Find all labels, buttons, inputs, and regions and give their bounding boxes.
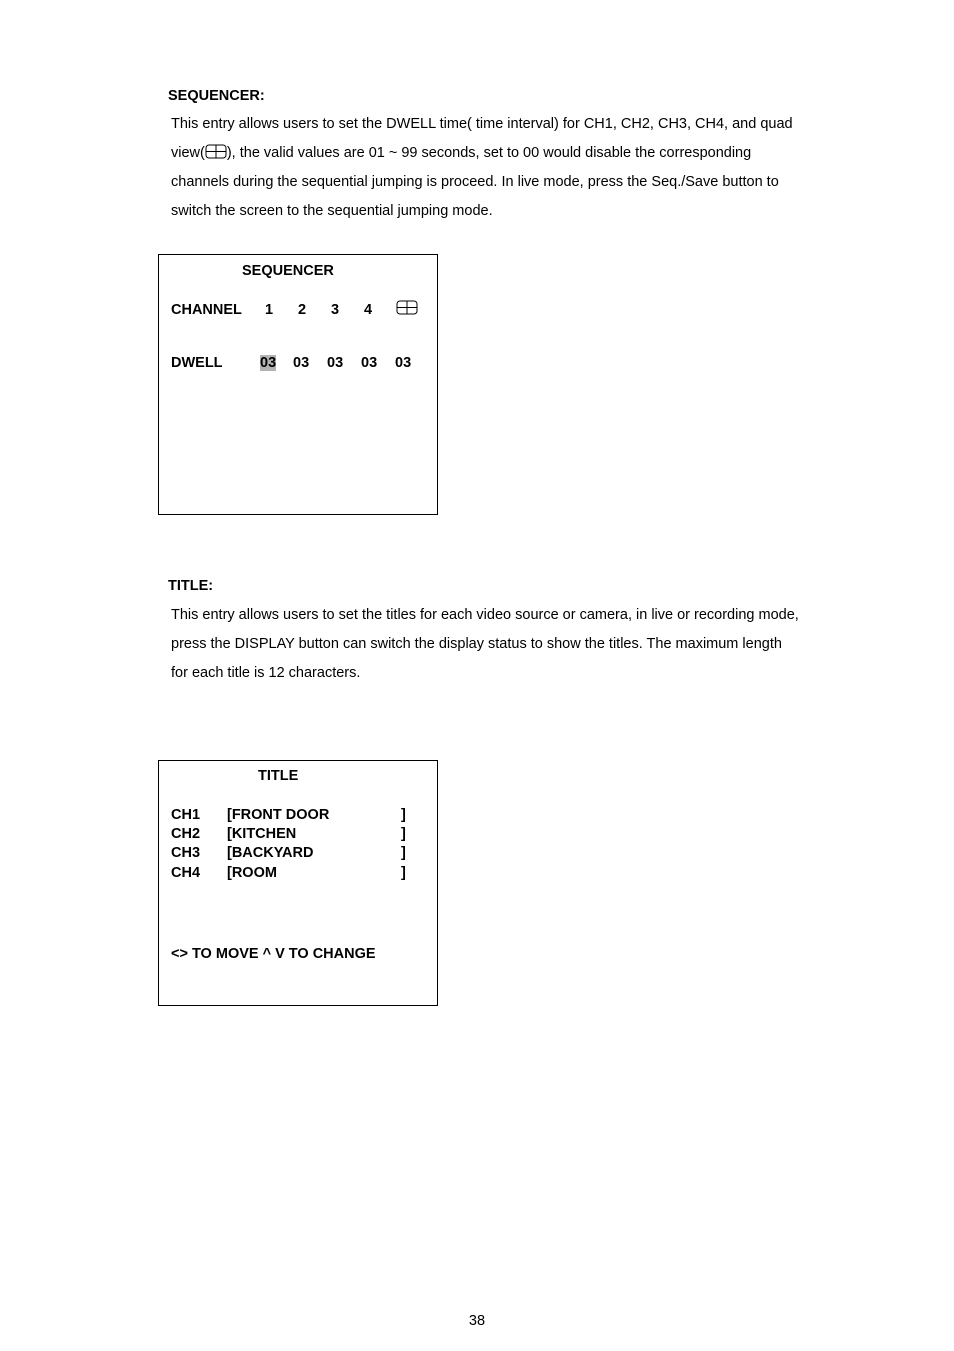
text-line: This entry allows users to set the titles for each video source or camera, in live or recording mode, bbox=[171, 607, 799, 623]
text-fragment: view( bbox=[171, 145, 205, 161]
title-row-name[interactable]: [ROOM bbox=[227, 865, 277, 881]
channel-label: CHANNEL bbox=[171, 302, 242, 318]
title-row-bracket: ] bbox=[401, 845, 406, 861]
text-line bbox=[171, 139, 891, 168]
text-line: channels during the sequential jumping is proceed. In live mode, press the Seq./Save button to bbox=[171, 174, 779, 190]
dwell-value-selected[interactable]: 03 bbox=[260, 355, 277, 371]
page-number: 38 bbox=[468, 1313, 486, 1329]
title-row-channel: CH1 bbox=[171, 807, 201, 823]
sequencer-screen bbox=[158, 254, 438, 515]
title-screen-title: TITLE bbox=[258, 768, 299, 784]
text-line: This entry allows users to set the DWELL time( time interval) for CH1, CH2, CH3, CH4, and quad bbox=[171, 116, 793, 132]
channel-number: 4 bbox=[364, 302, 373, 318]
quad-view-icon bbox=[396, 300, 418, 315]
title-row-bracket: ] bbox=[401, 865, 406, 881]
title-row-name[interactable]: [KITCHEN bbox=[227, 826, 297, 842]
dwell-value[interactable]: 03 bbox=[327, 355, 344, 371]
dwell-value[interactable]: 03 bbox=[395, 355, 412, 371]
sequencer-heading: SEQUENCER: bbox=[168, 88, 265, 104]
title-screen-hint: <> TO MOVE ^ V TO CHANGE bbox=[171, 946, 376, 962]
title-row-channel: CH4 bbox=[171, 865, 201, 881]
sequencer-description bbox=[171, 110, 891, 226]
channel-number: 3 bbox=[331, 302, 340, 318]
dwell-value[interactable]: 03 bbox=[361, 355, 378, 371]
dwell-value[interactable]: 03 bbox=[293, 355, 310, 371]
title-row-bracket: ] bbox=[401, 826, 406, 842]
title-row-bracket: ] bbox=[401, 807, 406, 823]
title-screen bbox=[158, 760, 438, 1006]
text-line: switch the screen to the sequential jumping mode. bbox=[171, 203, 493, 219]
title-row-name[interactable]: [FRONT DOOR bbox=[227, 807, 330, 823]
title-row-channel: CH2 bbox=[171, 826, 201, 842]
channel-number: 2 bbox=[298, 302, 307, 318]
text-line: press the DISPLAY button can switch the display status to show the titles. The maximum length bbox=[171, 636, 782, 652]
text-fragment: ), the valid values are 01 ~ 99 seconds, set to 00 would disable the corresponding bbox=[226, 145, 752, 161]
title-row-name[interactable]: [BACKYARD bbox=[227, 845, 314, 861]
dwell-label: DWELL bbox=[171, 355, 223, 371]
title-description bbox=[171, 601, 891, 688]
sequencer-screen-title: SEQUENCER bbox=[242, 263, 334, 279]
text-line: for each title is 12 characters. bbox=[171, 665, 361, 681]
quad-view-icon bbox=[205, 144, 227, 159]
channel-number: 1 bbox=[265, 302, 274, 318]
title-row-channel: CH3 bbox=[171, 845, 201, 861]
title-heading: TITLE: bbox=[168, 578, 214, 594]
